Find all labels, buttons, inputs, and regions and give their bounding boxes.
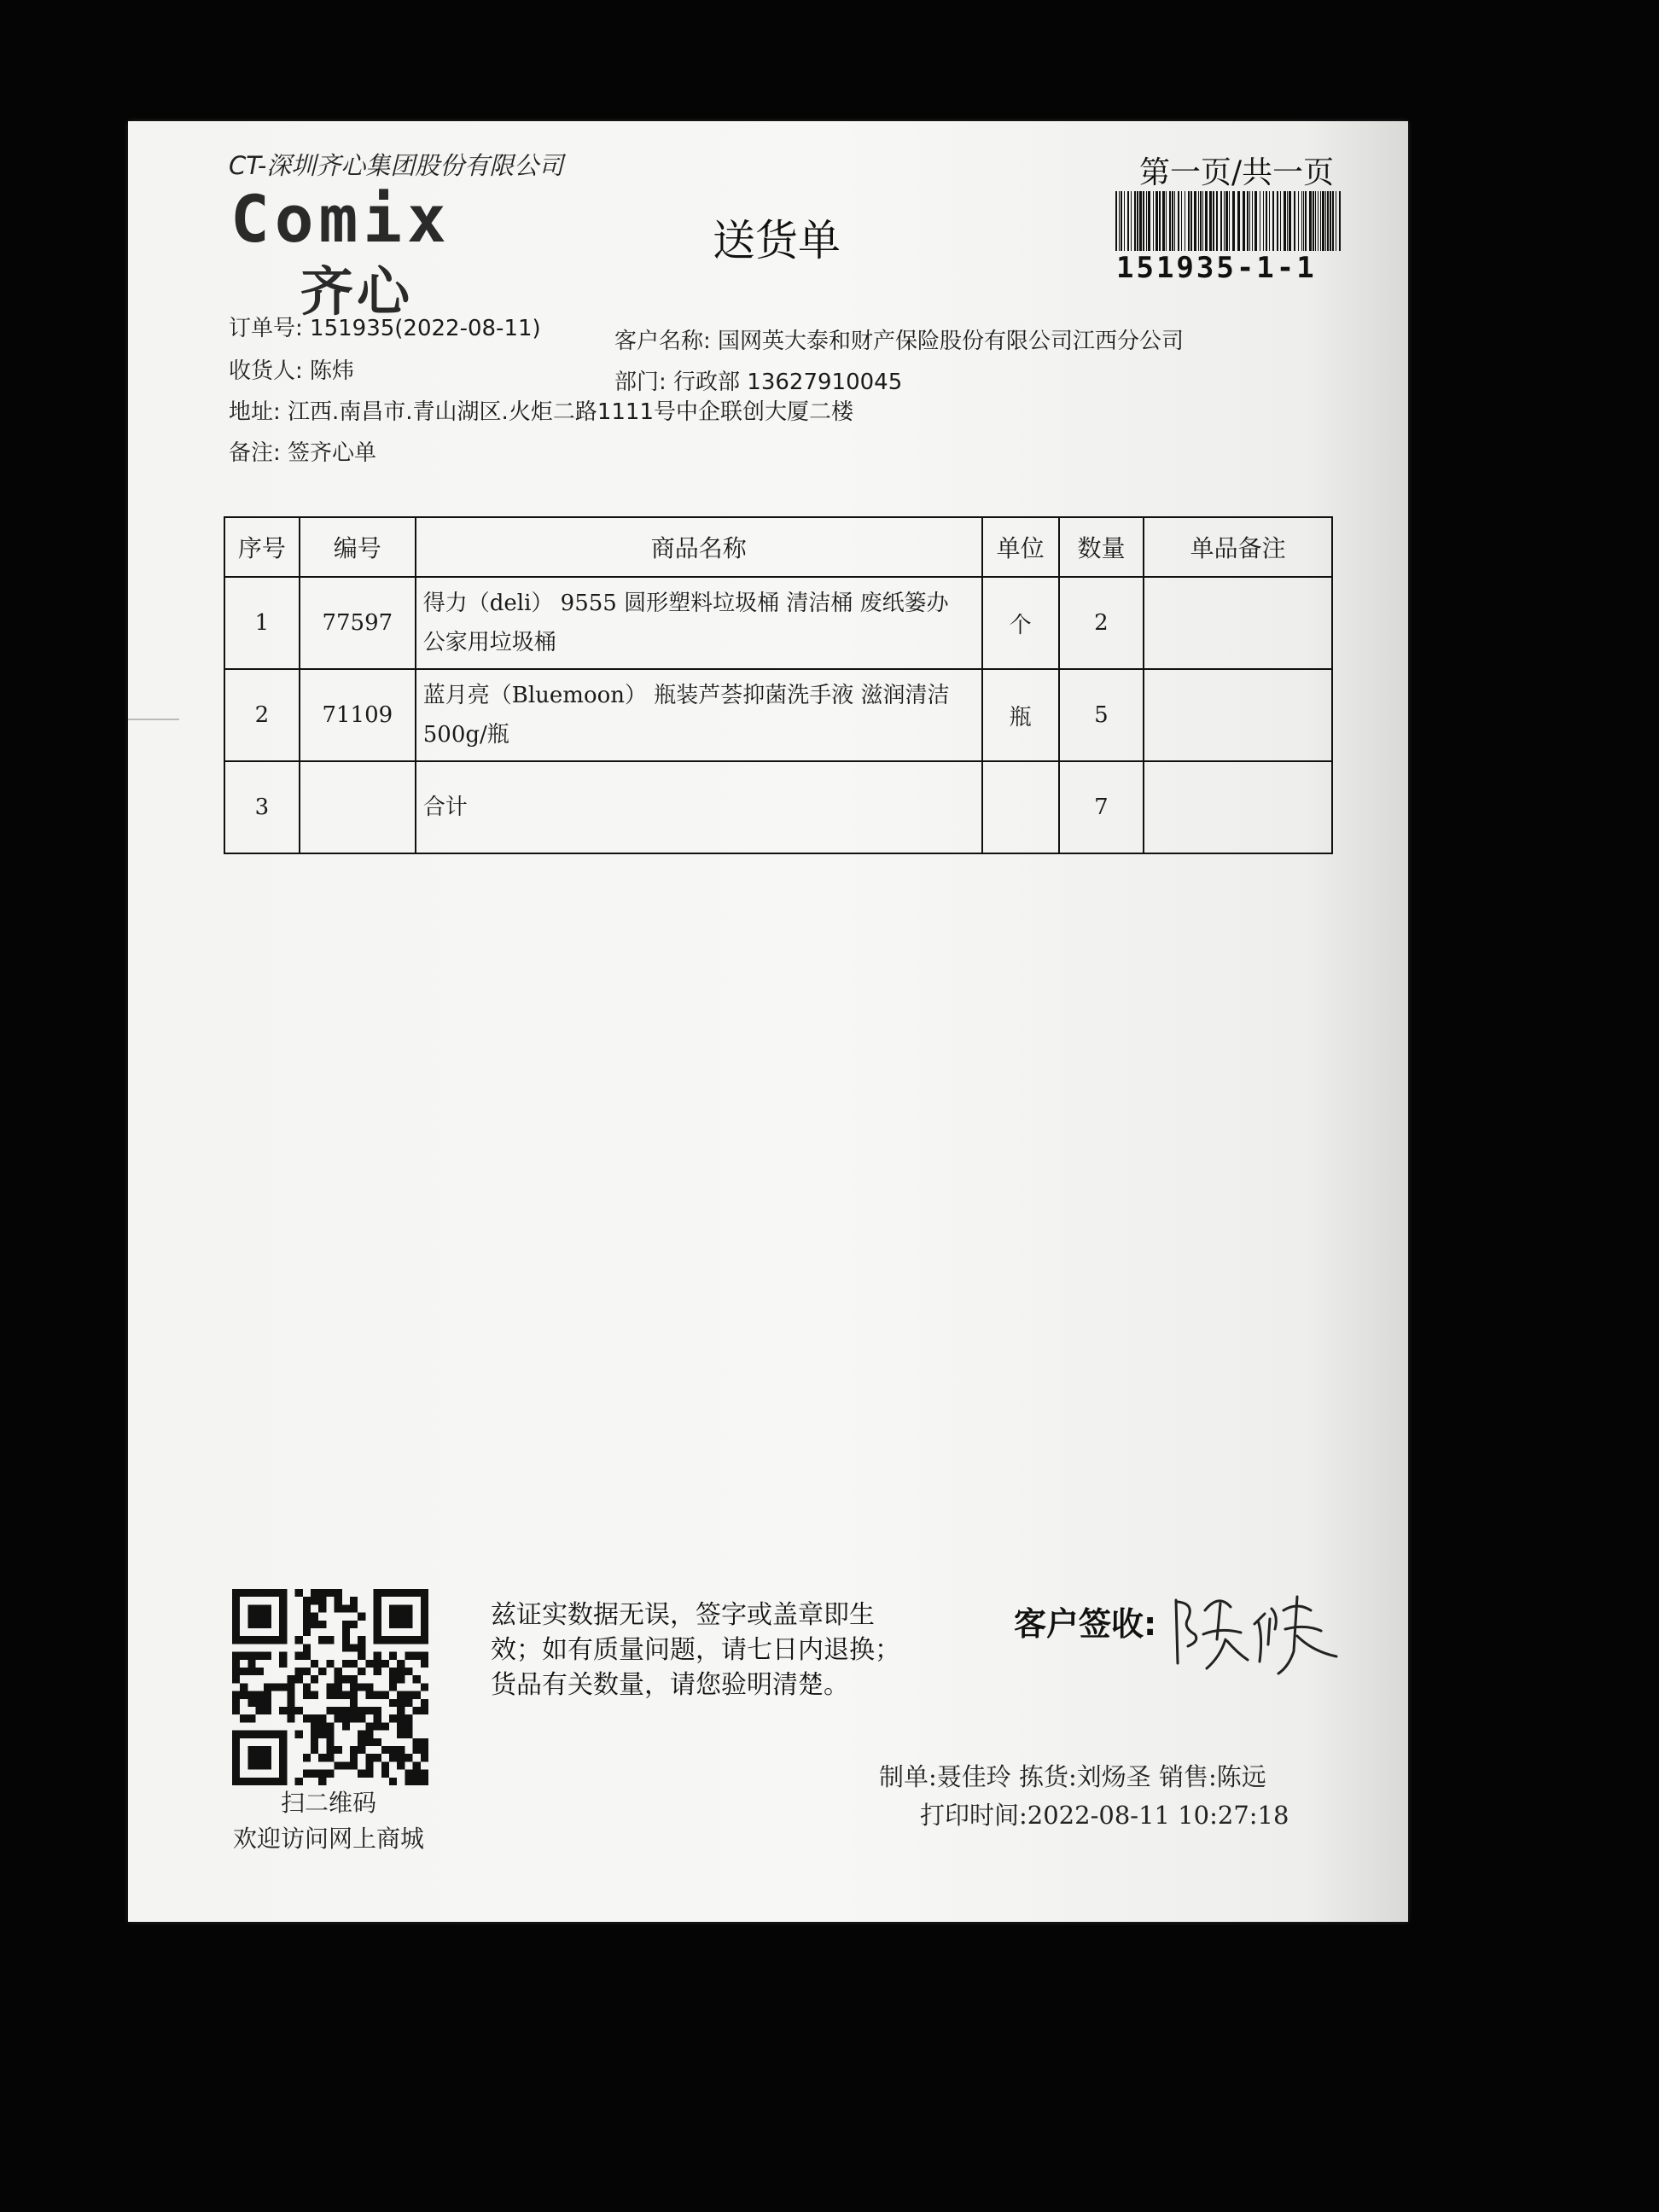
- customer-label: 客户名称:: [614, 329, 711, 354]
- remark: [229, 435, 376, 467]
- company-name: CT-深圳齐心集团股份有限公司: [229, 151, 564, 180]
- row-product-name: [416, 669, 982, 761]
- row-unit: 个: [982, 577, 1059, 669]
- row-remark: [1144, 761, 1332, 853]
- dept-value: 行政部 13627910045: [673, 370, 903, 395]
- address: [229, 394, 853, 426]
- barcode-icon: [1114, 191, 1344, 251]
- row-unit: [982, 761, 1059, 853]
- product-name-line: 500g/瓶: [422, 722, 509, 748]
- dept-label: 部门:: [614, 370, 667, 395]
- table-row: [224, 577, 1332, 669]
- items-table: [224, 516, 1333, 854]
- qr-caption: [213, 1785, 444, 1857]
- page-info: 第一页/共一页: [1139, 155, 1335, 190]
- row-no: 1: [224, 577, 300, 669]
- comix-logo-chinese: 齐心: [300, 260, 414, 323]
- row-qty: 2: [1059, 577, 1144, 669]
- row-code: [300, 761, 416, 853]
- column-header: 单品备注: [1144, 517, 1332, 577]
- order-label: 订单号:: [229, 316, 303, 341]
- customer-name: [614, 323, 1184, 355]
- fold-crease: [128, 719, 179, 720]
- comix-logo: Comix: [230, 181, 451, 257]
- department: [614, 364, 902, 396]
- row-remark: [1144, 669, 1332, 761]
- remark-label: 备注:: [229, 440, 281, 466]
- handwritten-signature: [1169, 1585, 1353, 1679]
- row-qty: 5: [1059, 669, 1144, 761]
- column-header: 编号: [300, 517, 416, 577]
- delivery-note-paper: [128, 121, 1408, 1922]
- staff-info: 制单:聂佳玲 拣货:刘炀圣 销售:陈远: [879, 1762, 1266, 1791]
- row-code: 77597: [300, 577, 416, 669]
- row-remark: [1144, 577, 1332, 669]
- terms-line: 兹证实数据无误，签字或盖章即生: [491, 1600, 875, 1630]
- order-value: 151935(2022-08-11): [310, 316, 541, 341]
- column-header: 数量: [1059, 517, 1144, 577]
- barcode-number: 151935-1-1: [1116, 251, 1317, 285]
- qr-caption-line: 欢迎访问网上商城: [232, 1825, 424, 1853]
- receiver-value: 陈炜: [310, 358, 355, 384]
- terms-line: 效；如有质量问题，请七日内退换；: [491, 1635, 900, 1665]
- table-header-row: [224, 517, 1332, 577]
- column-header: 商品名称: [416, 517, 982, 577]
- table-row-total: [224, 761, 1332, 853]
- row-no: 2: [224, 669, 300, 761]
- row-code: 71109: [300, 669, 416, 761]
- row-unit: 瓶: [982, 669, 1059, 761]
- customer-sign-label: 客户签收:: [1014, 1605, 1157, 1643]
- qr-code-icon: [232, 1589, 428, 1785]
- customer-value: 国网英大泰和财产保险股份有限公司江西分公司: [718, 329, 1185, 354]
- product-name-line: 蓝月亮（Bluemoon） 瓶装芦荟抑菌洗手液 滋润清洁: [422, 683, 950, 708]
- column-header: 序号: [224, 517, 300, 577]
- row-product-name: [416, 577, 982, 669]
- print-time: 打印时间:2022-08-11 10:27:18: [920, 1801, 1289, 1830]
- product-name-line: 公家用垃圾桶: [422, 630, 556, 655]
- address-label: 地址:: [229, 399, 281, 425]
- row-qty: 7: [1059, 761, 1144, 853]
- qr-caption-line: 扫二维码: [280, 1789, 376, 1817]
- terms-line: 货品有关数量，请您验明清楚。: [491, 1670, 849, 1700]
- column-header: 单位: [982, 517, 1059, 577]
- receiver-label: 收货人:: [229, 358, 303, 384]
- receiver: [229, 353, 354, 385]
- order-number: [229, 311, 541, 342]
- address-value: 江西.南昌市.青山湖区.火炬二路1111号中企联创大厦二楼: [288, 399, 853, 425]
- terms-text: [491, 1598, 900, 1703]
- table-row: [224, 669, 1332, 761]
- row-no: 3: [224, 761, 300, 853]
- product-name-line: 得力（deli） 9555 圆形塑料垃圾桶 清洁桶 废纸篓办: [422, 591, 949, 616]
- remark-value: 签齐心单: [288, 440, 377, 466]
- document-title: 送货单: [713, 216, 841, 265]
- row-product-name: 合计: [416, 761, 982, 853]
